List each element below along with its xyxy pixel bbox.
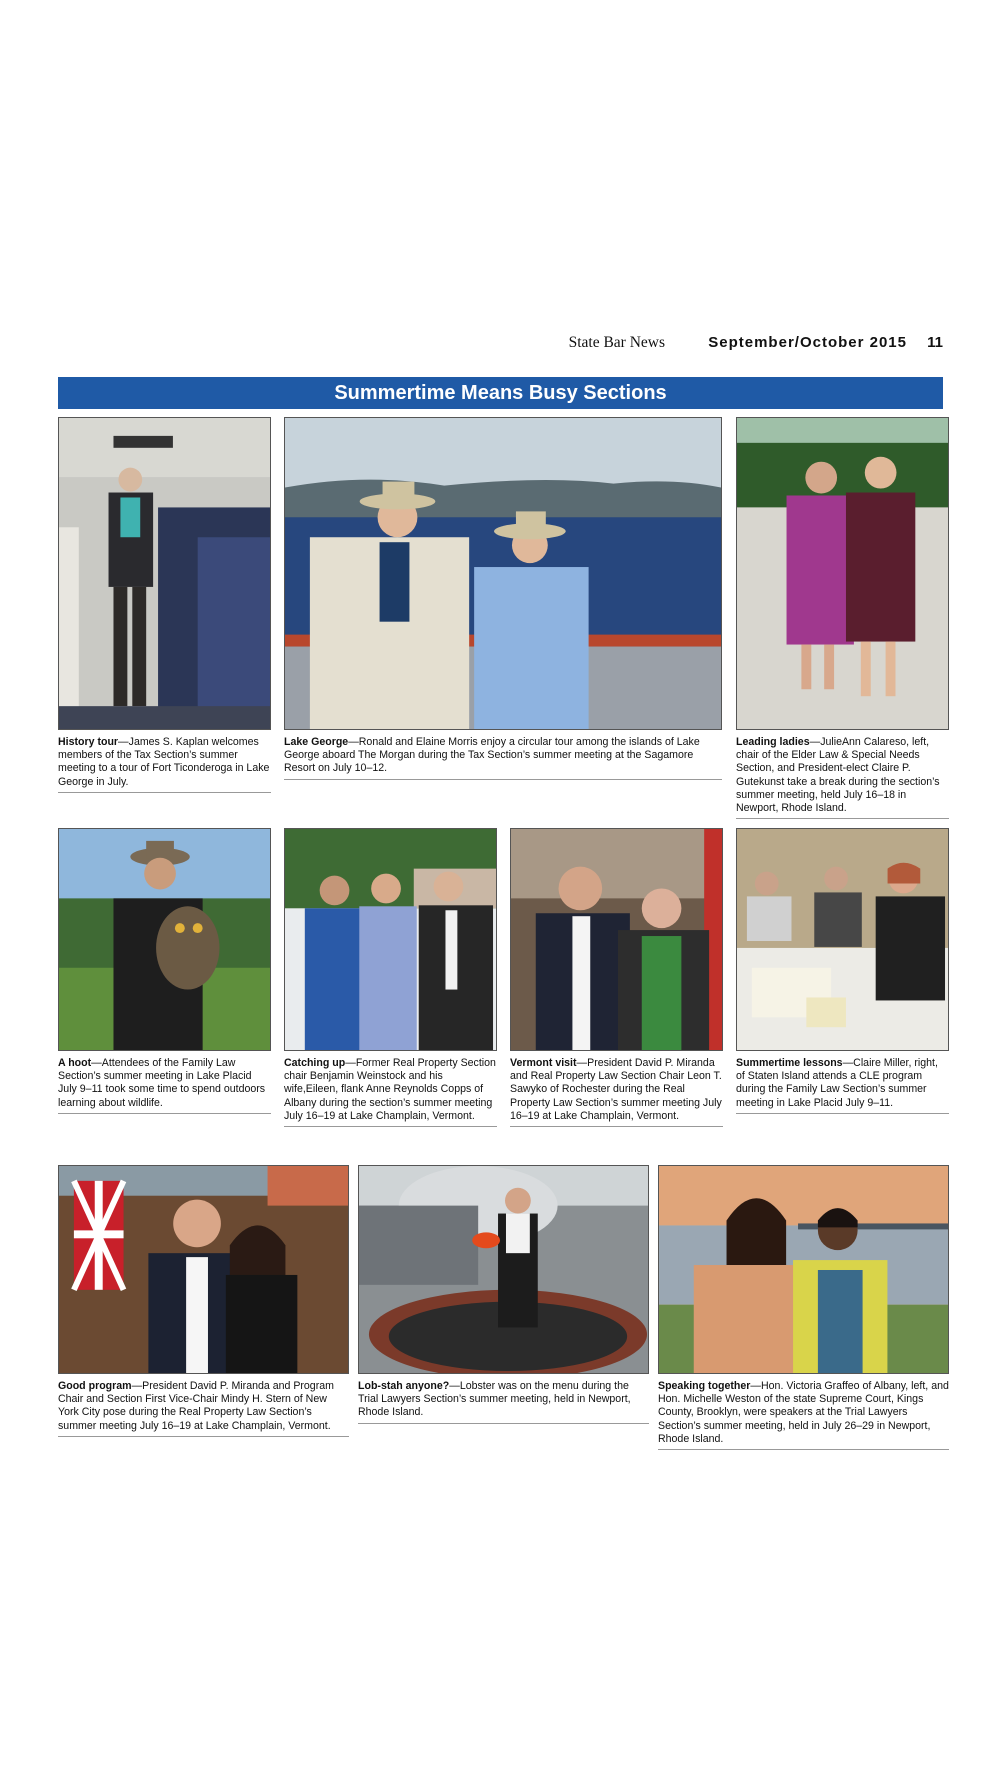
photo-catching-up: [284, 828, 497, 1051]
section-banner: Summertime Means Busy Sections: [58, 377, 943, 409]
issue-date: September/October 2015: [708, 334, 907, 351]
caption-text: —Ronald and Elaine Morris enjoy a circular tour among the islands of Lake George aboard The Morgan during the Tax Section’s summer meeting at the Sagamore Resort on July 10–12.: [284, 736, 700, 775]
caption-text: —Claire Miller, right, of Staten Island attends a CLE program during the Family Law Section’s summer meeting in Lake Placid July 9–11.: [736, 1057, 938, 1109]
page-number: 11: [927, 334, 943, 351]
photo-history-tour: [58, 417, 271, 730]
photo-caption: [358, 1380, 649, 1424]
caption-headline: History tour: [58, 736, 119, 748]
publication-name: State Bar News: [568, 334, 665, 351]
caption-text: —Former Real Property Section chair Benjamin Weinstock and his wife,Eileen, flank Anne Reynolds Copps of Albany during the section’s summer meeting July 16–19 at Lake Champlain, Vermont.: [284, 1057, 496, 1122]
photo-good-program: [58, 1165, 349, 1374]
caption-text: —Hon. Victoria Graffeo of Albany, left, and Hon. Michelle Weston of the state Supreme Court, Kings County, Brooklyn, were speakers at the Trial Lawyers Section’s summer meeting, held in July 26–29 in Newport, Rhode Island.: [658, 1380, 949, 1445]
caption-headline: Catching up: [284, 1057, 346, 1069]
photo-caption: [510, 1057, 723, 1127]
caption-text: —JulieAnn Calareso, left, chair of the Elder Law & Special Needs Section, and President-elect Claire P. Gutekunst take a break during the section’s summer meeting, held July 16–18 in Newport, Rhode Island.: [736, 736, 940, 815]
photo-caption: [658, 1380, 949, 1450]
caption-headline: Leading ladies: [736, 736, 810, 748]
photo-vermont-visit: [510, 828, 723, 1051]
caption-text: —Attendees of the Family Law Section’s summer meeting in Lake Placid July 9–11 took some time to spend outdoors learning about wildlife.: [58, 1057, 266, 1109]
page-header: [58, 334, 943, 358]
caption-headline: Vermont visit: [510, 1057, 577, 1069]
photo-lake-george: [284, 417, 722, 730]
photo-caption: [736, 736, 949, 819]
photo-speaking-together: [658, 1165, 949, 1374]
photo-caption: [736, 1057, 949, 1114]
photo-summertime-lessons: [736, 828, 949, 1051]
caption-text: —President David P. Miranda and Real Property Law Section Chair Leon T. Sawyko of Rochester during the Real Property Law Section’s summer meeting July 16–19 at Lake Champlain, Vermont.: [510, 1057, 722, 1122]
caption-headline: Summertime lessons: [736, 1057, 843, 1069]
photo-caption: [58, 1380, 349, 1437]
photo-lob-stah: [358, 1165, 649, 1374]
photo-a-hoot: [58, 828, 271, 1051]
caption-headline: Good program: [58, 1380, 132, 1392]
photo-caption: [58, 736, 271, 793]
caption-text: —Lobster was on the menu during the Trial Lawyers Section’s summer meeting, held in Newport, Rhode Island.: [358, 1380, 631, 1419]
photo-caption: [284, 1057, 497, 1127]
photo-caption: [284, 736, 722, 780]
caption-text: —James S. Kaplan welcomes members of the Tax Section’s summer meeting to a tour of Fort Ticonderoga in Lake George in July.: [58, 736, 270, 788]
caption-headline: Lob-stah anyone?: [358, 1380, 450, 1392]
caption-headline: Speaking together: [658, 1380, 751, 1392]
caption-text: —President David P. Miranda and Program Chair and Section First Vice-Chair Mindy H. Stern of New York City pose during the Real Property Law Section’s summer meeting July 16–19 at Lake Champlain, Vermont.: [58, 1380, 334, 1432]
photo-leading-ladies: [736, 417, 949, 730]
caption-headline: Lake George: [284, 736, 349, 748]
photo-caption: [58, 1057, 271, 1114]
caption-headline: A hoot: [58, 1057, 92, 1069]
